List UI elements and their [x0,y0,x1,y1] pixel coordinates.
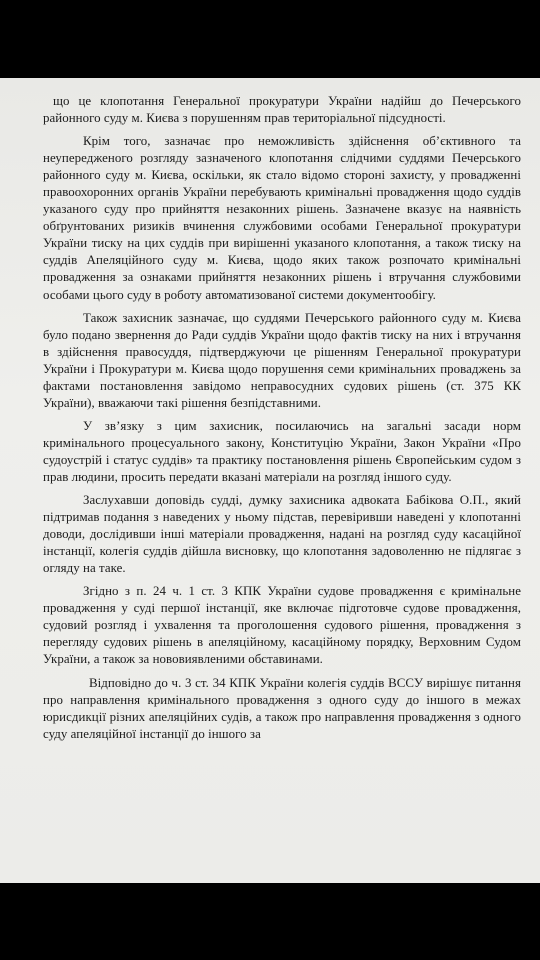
paragraph-jurisdiction: що це клопотання Генеральної прокуратури України надійш до Печерського районного суду м. Києва з порушенням прав територіальної підсудності. [43,94,521,126]
document-body [43,93,521,749]
paragraph-request-transfer: У зв’язку з цим захисник, посилаючись на загальні засади норм кримінального процесуального закону, Конституцію України, Закон України «Про судоустрій і статус суддів» та практику постановлення рішень Європейським судом з прав людини, просить передати вказані матеріали на розгляд іншого суду. [43,418,521,484]
screen-bottom-band [0,883,540,960]
screen-top-band [0,0,540,78]
paragraph-legal-basis: Згідно з п. 24 ч. 1 ст. 3 КПК України судове провадження є кримінальне провадження у суді першої інстанції, яке включає підготовче судове провадження, судовий розгляд і ухвалення та проголошення судового рішення, провадження з перегляду судових рішень в апеляційному, касаційному порядку, Верховним Судом України, а також за нововиявленими обставинами. [43,584,521,667]
paragraph-court-conclusion: Заслухавши доповідь судді, думку захисника адвоката Бабікова О.П., який підтримав подання з наведених у ньому підстав, перевіривши наведені у клопотанні доводи, дослідивши інші матеріали провадження, надані на розгляд суду касаційної інстанції, колегія суддів дійшла висновку, що клопотання задоволенню не підлягає з огляду на таке. [43,493,521,576]
document-page [0,78,540,883]
paragraph-impartiality: Крім того, зазначає про неможливість здійснення об’єктивного та неупередженого розгляду зазначеного клопотання слідчими суддями Печерського районного суду м. Києва, оскільки, як стало відомо стороні захисту, у провадженні правоохоронних органів України перебувають кримінальні провадження щодо суддів указаного суду про прийняття незаконних рішень. Зазначене вказує на наявність обґрунтованих ризиків вчинення службовими особами Генеральної прокуратури України тиску на цих суддів при вирішенні указаного клопотання, а також тиску на суддів Апеляційного суду м. Києва, щодо яких також розпочато кримінальні провадження за ознаками прийняття незаконних рішень і втручання службовими особами цього суду в роботу автоматизованої системи документообігу. [43,134,521,302]
paragraph-article-34: Відповідно до ч. 3 ст. 34 КПК України колегія суддів ВССУ вирішує питання про направлення кримінального провадження з одного суду до іншого в межах юрисдикції різних апеляційних судів, а також про направлення провадження з одного суду апеляційної інстанції до іншого за [43,675,521,741]
paragraph-judges-appeal: Також захисник зазначає, що суддями Печерського районного суду м. Києва було подано звернення до Ради суддів України щодо фактів тиску на них і втручання в здійснення правосуддя, підтверджуючи це рішенням Генеральної прокуратури України і Прокуратури м. Києва щодо порушення семи кримінальних проваджень за фактами постановлення завідомо неправосудних судових рішень (ст. 375 КК України), вважаючи такі рішення безпідставними. [43,310,521,410]
